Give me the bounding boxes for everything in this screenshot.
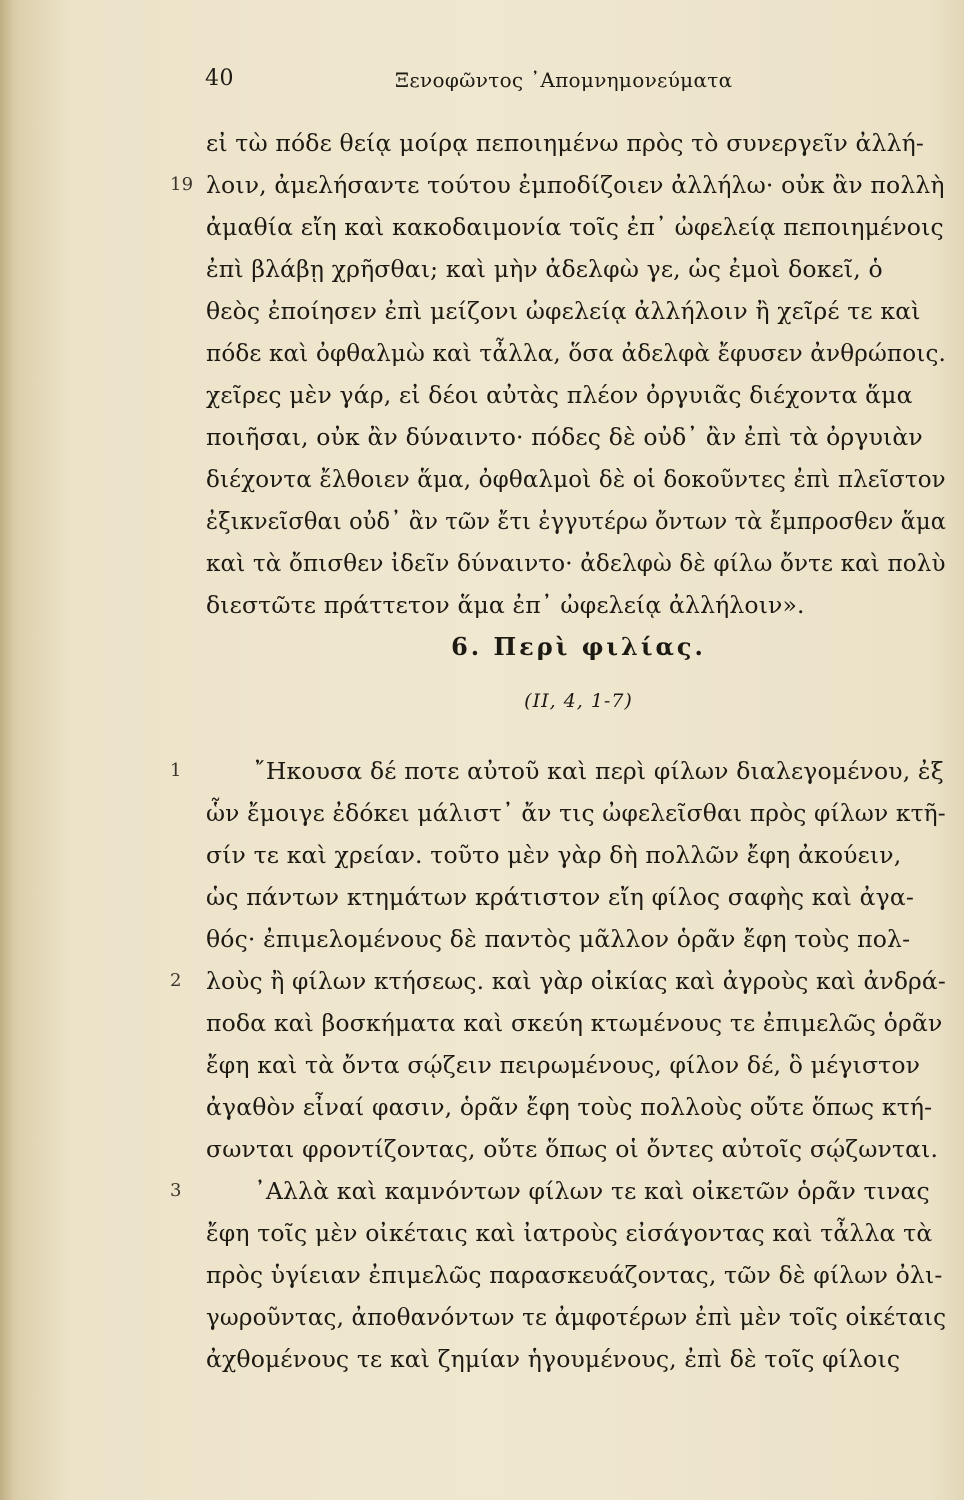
text-block-continuation <box>170 122 951 626</box>
line-text: διεστῶτε πράττετον ἅμα ἐπ᾿ ὠφελείᾳ ἀλλήλοιν». <box>206 591 805 619</box>
text-line <box>206 542 951 584</box>
text-line <box>206 1338 951 1380</box>
text-line <box>170 750 951 792</box>
section-heading: 6. Περὶ φιλίας. <box>451 632 706 661</box>
line-text: λοιν, ἀμελήσαντε τούτου ἐμποδίζοιεν ἀλλήλω· οὐκ ἂν πολλὴ <box>206 171 945 199</box>
line-text: ἔφη καὶ τὰ ὄντα σῴζειν πειρωμένους, φίλον δέ, ὃ μέγιστον <box>206 1051 921 1079</box>
page-number: 40 <box>205 66 234 91</box>
line-text: θεὸς ἐποίησεν ἐπὶ μείζονι ὠφελείᾳ ἀλλήλοιν ἢ χεῖρέ τε καὶ <box>206 297 921 325</box>
text-line <box>206 1086 951 1128</box>
running-title: Ξενοφῶντος ᾿Απομνημονεύματα <box>395 68 733 92</box>
text-line <box>206 1002 951 1044</box>
text-line <box>206 584 951 626</box>
line-text: ἀμαθία εἴη καὶ κακοδαιμονία τοῖς ἐπ᾿ ὠφελείᾳ πεποιημένοις <box>206 213 944 241</box>
line-text: πρὸς ὑγίειαν ἐπιμελῶς παρασκευάζοντας, τῶν δὲ φίλων ὀλι- <box>206 1261 943 1289</box>
text-line <box>170 1170 951 1212</box>
text-block-section-6 <box>170 750 951 1380</box>
margin-line-number: 1 <box>170 760 182 781</box>
line-text: ποιῆσαι, οὐκ ἂν δύναιντο· πόδες δὲ οὐδ᾿ ἂν ἐπὶ τὰ ὀργυιὰν <box>206 423 923 451</box>
text-line <box>206 206 951 248</box>
text-line <box>206 1254 951 1296</box>
text-line <box>206 458 951 500</box>
line-text: σωνται φροντίζοντας, οὔτε ὅπως οἱ ὄντες αὐτοῖς σῴζωνται. <box>206 1135 939 1163</box>
line-text: ἀχθομένους τε καὶ ζημίαν ἡγουμένους, ἐπὶ δὲ τοῖς φίλοις <box>206 1345 901 1373</box>
text-line <box>170 164 951 206</box>
text-line <box>206 332 951 374</box>
line-text: χεῖρες μὲν γάρ, εἰ δέοι αὐτὰς πλέον ὀργυιᾶς διέχοντα ἅμα <box>206 381 913 409</box>
line-text: καὶ τὰ ὄπισθεν ἰδεῖν δύναιντο· ἀδελφὼ δὲ φίλω ὄντε καὶ πολὺ <box>206 549 946 577</box>
text-line <box>206 416 951 458</box>
line-text: ἐξικνεῖσθαι οὐδ᾿ ἂν τῶν ἔτι ἐγγυτέρω ὄντων τὰ ἔμπροσθεν ἅμα <box>206 507 947 535</box>
text-line <box>206 500 951 542</box>
line-text: σίν τε καὶ χρείαν. τοῦτο μὲν γὰρ δὴ πολλῶν ἔφη ἀκούειν, <box>206 841 902 869</box>
line-text: ποδα καὶ βοσκήματα καὶ σκεύη κτωμένους τε ἐπιμελῶς ὁρᾶν <box>206 1009 943 1037</box>
line-text: λοὺς ἢ φίλων κτήσεως. καὶ γὰρ οἰκίας καὶ ἀγροὺς καὶ ἀνδρά- <box>206 967 946 995</box>
line-text: διέχοντα ἔλθοιεν ἅμα, ὀφθαλμοὶ δὲ οἱ δοκοῦντες ἐπὶ πλεῖστον <box>206 465 946 493</box>
text-line <box>206 918 951 960</box>
line-text: ἔφη τοῖς μὲν οἰκέταις καὶ ἰατροὺς εἰσάγοντας καὶ τἆλλα τὰ <box>206 1219 933 1247</box>
text-line <box>206 122 951 164</box>
text-line <box>206 290 951 332</box>
line-text: εἰ τὼ πόδε θείᾳ μοίρᾳ πεποιημένω πρὸς τὸ συνεργεῖν ἀλλή- <box>206 129 924 157</box>
margin-line-number: 19 <box>170 174 194 195</box>
text-line <box>206 1296 951 1338</box>
text-line <box>206 834 951 876</box>
text-line <box>206 1128 951 1170</box>
margin-line-number: 3 <box>170 1180 182 1201</box>
line-text: ᾿Αλλὰ καὶ καμνόντων φίλων τε καὶ οἰκετῶν ὁρᾶν τινας <box>254 1177 930 1205</box>
line-text: θός· ἐπιμελομένους δὲ παντὸς μᾶλλον ὁρᾶν ἔφη τοὺς πολ- <box>206 925 911 953</box>
text-line <box>206 876 951 918</box>
text-line <box>206 1044 951 1086</box>
text-line <box>170 960 951 1002</box>
section-reference: (II, 4, 1-7) <box>524 690 633 712</box>
text-line <box>206 374 951 416</box>
running-header <box>205 66 775 100</box>
text-line <box>206 1212 951 1254</box>
line-text: πόδε καὶ ὀφθαλμὼ καὶ τἆλλα, ὅσα ἀδελφὰ ἔφυσεν ἀνθρώποις. <box>206 339 947 367</box>
line-text: ἐπὶ βλάβῃ χρῆσθαι; καὶ μὴν ἀδελφὼ γε, ὡς ἐμοὶ δοκεῖ, ὁ <box>206 255 883 283</box>
line-text: γωροῦντας, ἀποθανόντων τε ἀμφοτέρων ἐπὶ μὲν τοῖς οἰκέταις <box>206 1303 947 1331</box>
line-text: ὧν ἔμοιγε ἐδόκει μάλιστ᾿ ἄν τις ὠφελεῖσθαι πρὸς φίλων κτῆ- <box>206 799 946 827</box>
line-text: ῎Ηκουσα δέ ποτε αὐτοῦ καὶ περὶ φίλων διαλεγομένου, ἐξ <box>254 757 944 785</box>
line-text: ἀγαθὸν εἶναί φασιν, ὁρᾶν ἔφη τοὺς πολλοὺς οὔτε ὅπως κτή- <box>206 1093 933 1121</box>
line-text: ὡς πάντων κτημάτων κράτιστον εἴη φίλος σαφὴς καὶ ἀγα- <box>206 883 914 911</box>
page-gutter-edge <box>0 0 12 1500</box>
margin-line-number: 2 <box>170 970 182 991</box>
text-line <box>206 248 951 290</box>
text-line <box>206 792 951 834</box>
